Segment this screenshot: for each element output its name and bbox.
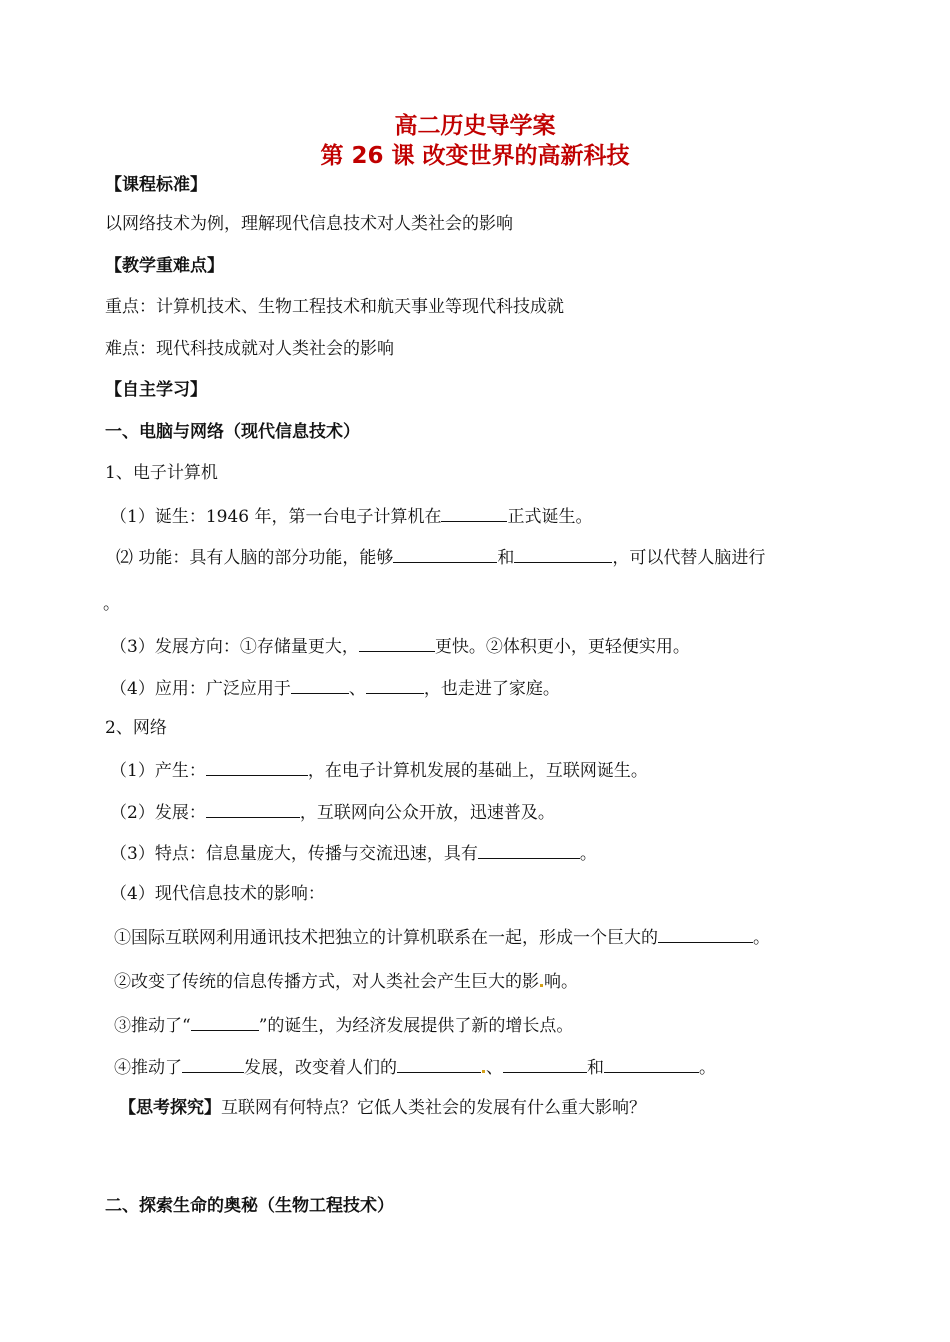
func-blank-2[interactable] bbox=[514, 545, 612, 563]
develop-blank[interactable] bbox=[206, 800, 300, 818]
birth-blank[interactable] bbox=[441, 504, 507, 522]
impact4-blank-4[interactable] bbox=[604, 1055, 699, 1073]
feature-blank[interactable] bbox=[478, 841, 580, 859]
difficulty-text: 难点：现代科技成就对人类社会的影响 bbox=[105, 339, 394, 359]
keypoint-text: 重点：计算机技术、生物工程技术和航天事业等现代科技成就 bbox=[105, 297, 564, 317]
network-origin bbox=[110, 758, 648, 782]
impact-item-4 bbox=[114, 1055, 716, 1079]
standard-heading: 【课程标准】 bbox=[105, 175, 207, 195]
develop-text-a: （2）发展： bbox=[110, 803, 206, 823]
impact-heading: （4）现代信息技术的影响： bbox=[110, 884, 325, 904]
impact1-blank[interactable] bbox=[658, 925, 753, 943]
feature-text-a: （3）特点：信息量庞大，传播与交流迅速，具有 bbox=[110, 844, 478, 864]
origin-text-a: （1）产生： bbox=[110, 761, 206, 781]
func-text-a: ⑵ 功能：具有人脑的部分功能，能够 bbox=[116, 548, 394, 568]
inquiry bbox=[119, 1097, 646, 1119]
network-feature bbox=[110, 841, 597, 865]
part1-heading: 一、电脑与网络（现代信息技术） bbox=[105, 422, 360, 442]
standard-text: 以网络技术为例，理解现代信息技术对人类社会的影响 bbox=[105, 214, 513, 234]
dev-text-a: （3）发展方向：①存储量更大， bbox=[110, 637, 359, 657]
document-title: 高二历史导学案 bbox=[394, 113, 556, 139]
dev-blank[interactable] bbox=[359, 634, 435, 652]
impact-item-2 bbox=[114, 971, 578, 993]
impact4-blank-2[interactable] bbox=[397, 1055, 481, 1073]
birth-text-b: 正式诞生。 bbox=[507, 507, 593, 527]
app-text-b: 、 bbox=[348, 679, 366, 699]
inquiry-text: 互联网有何特点？它低人类社会的发展有什么重大影响？ bbox=[221, 1098, 646, 1118]
computer-birth bbox=[110, 504, 592, 528]
func-blank-1[interactable] bbox=[393, 545, 497, 563]
computer-application bbox=[110, 676, 560, 700]
impact4-blank-1[interactable] bbox=[182, 1055, 244, 1073]
computer-development bbox=[110, 634, 690, 658]
origin-blank[interactable] bbox=[206, 758, 308, 776]
impact3-blank[interactable] bbox=[191, 1013, 259, 1031]
impact4-text-b: 发展，改变着人们的 bbox=[244, 1058, 397, 1078]
birth-text-a: （1）诞生：1946 年，第一台电子计算机在 bbox=[110, 507, 442, 527]
impact3-text-a: ③推动了“ bbox=[114, 1016, 191, 1036]
marker-dot bbox=[540, 984, 543, 987]
feature-text-b: 。 bbox=[579, 844, 597, 864]
impact4-text-c: 、 bbox=[486, 1058, 503, 1078]
marker-dot bbox=[482, 1070, 485, 1073]
origin-text-b: ，在电子计算机发展的基础上，互联网诞生。 bbox=[307, 761, 648, 781]
inquiry-label: 【思考探究】 bbox=[119, 1098, 221, 1118]
impact3-text-b: ”的诞生，为经济发展提供了新的增长点。 bbox=[258, 1016, 574, 1036]
part2-heading: 二、探索生命的奥秘（生物工程技术） bbox=[105, 1196, 394, 1216]
impact4-text-d: 和 bbox=[587, 1058, 604, 1078]
dev-text-b: 更快。②体积更小，更轻便实用。 bbox=[434, 637, 690, 657]
impact1-text-a: ①国际互联网利用通讯技术把独立的计算机联系在一起，形成一个巨大的 bbox=[114, 928, 658, 948]
lesson-title: 第 26 课 改变世界的高新科技 bbox=[320, 143, 630, 169]
app-text-a: （4）应用：广泛应用于 bbox=[110, 679, 291, 699]
func-text-b: 和 bbox=[497, 548, 515, 568]
computer-function bbox=[116, 545, 765, 569]
impact4-text-a: ④推动了 bbox=[114, 1058, 182, 1078]
impact-item-1 bbox=[114, 925, 770, 949]
impact1-text-b: 。 bbox=[753, 928, 770, 948]
app-text-c: ，也走进了家庭。 bbox=[423, 679, 560, 699]
impact2-text-b: 响。 bbox=[544, 972, 578, 992]
impact2-text-a: ②改变了传统的信息传播方式，对人类社会产生巨大的影 bbox=[114, 972, 539, 992]
impact-item-3 bbox=[114, 1013, 573, 1037]
app-blank-2[interactable] bbox=[366, 676, 424, 694]
selfstudy-heading: 【自主学习】 bbox=[105, 380, 207, 400]
app-blank-1[interactable] bbox=[291, 676, 349, 694]
func-text-c: ，可以代替人脑进行 bbox=[612, 548, 766, 568]
develop-text-b: ，互联网向公众开放，迅速普及。 bbox=[299, 803, 555, 823]
function-end-mark: 。 bbox=[103, 594, 120, 614]
keypoints-heading: 【教学重难点】 bbox=[105, 256, 224, 276]
computer-heading: 1、电子计算机 bbox=[105, 463, 218, 483]
impact4-text-e: 。 bbox=[699, 1058, 716, 1078]
impact4-blank-3[interactable] bbox=[503, 1055, 587, 1073]
network-heading: 2、网络 bbox=[105, 718, 167, 738]
network-development bbox=[110, 800, 555, 824]
